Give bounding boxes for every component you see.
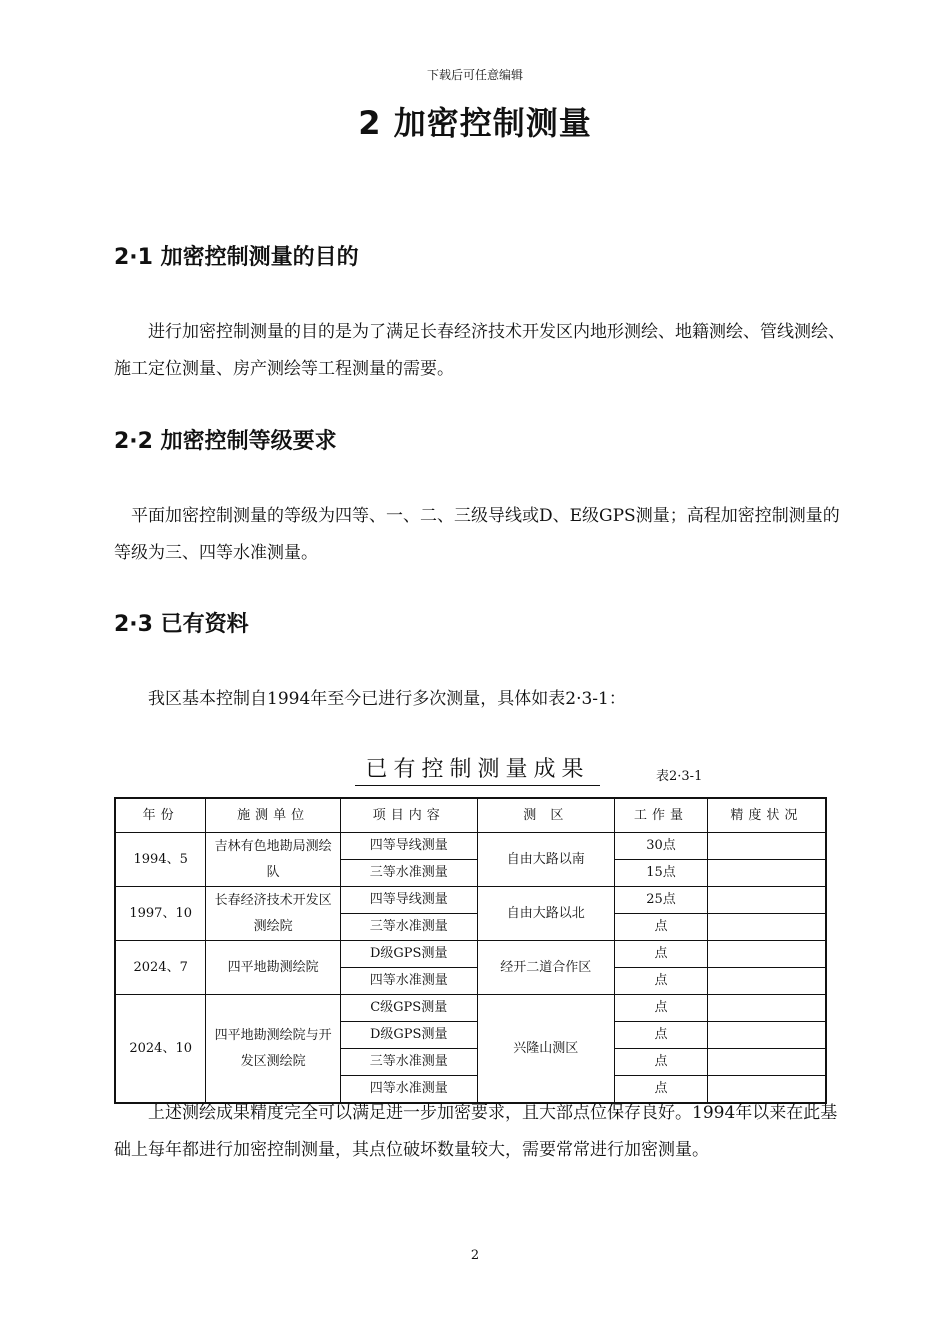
year-cell: 1994、5: [115, 833, 206, 887]
unit-cell: 长春经济技术开发区测绘院: [206, 887, 341, 941]
accuracy-cell: [707, 860, 826, 887]
accuracy-cell: [707, 914, 826, 941]
accuracy-cell: [707, 941, 826, 968]
item-cell: 四等导线测量: [340, 887, 477, 914]
table-row: [115, 941, 826, 968]
item-cell: 四等水准测量: [340, 968, 477, 995]
table-row: [115, 887, 826, 914]
item-cell: 三等水准测量: [340, 1049, 477, 1076]
accuracy-cell: [707, 887, 826, 914]
workload-cell: 点: [615, 914, 708, 941]
workload-cell: 点: [615, 941, 708, 968]
year-cell: 2024、10: [115, 995, 206, 1104]
area-cell: 自由大路以南: [477, 833, 615, 887]
table-header-row: [115, 798, 826, 833]
item-cell: D级GPS测量: [340, 1022, 477, 1049]
item-cell: 三等水准测量: [340, 914, 477, 941]
accuracy-cell: [707, 1022, 826, 1049]
page-number: 2: [470, 1248, 480, 1263]
workload-cell: 点: [615, 995, 708, 1022]
chapter-title: 2 加密控制测量: [358, 104, 592, 142]
table-row: [115, 833, 826, 860]
header-note: 下载后可任意编辑: [426, 68, 523, 82]
accuracy-cell: [707, 995, 826, 1022]
closing-paragraph: 上述测绘成果精度完全可以满足进一步加密要求，且大部点位保存良好。1994年以来在此基础上每年都进行加密控制测量，其点位破坏数量较大，需要常常进行加密测量。: [114, 1103, 838, 1160]
header-cell-unit: 施测单位: [206, 798, 341, 833]
table-title: 已有控制测量成果: [355, 755, 600, 786]
table-row: [115, 995, 826, 1022]
table-number: 表2·3-1: [656, 769, 703, 784]
accuracy-cell: [707, 968, 826, 995]
workload-cell: 点: [615, 1022, 708, 1049]
workload-cell: 30点: [615, 833, 708, 860]
year-cell: 1997、10: [115, 887, 206, 941]
workload-cell: 25点: [615, 887, 708, 914]
year-cell: 2024、7: [115, 941, 206, 995]
workload-cell: 点: [615, 1076, 708, 1104]
section-paragraph-2-2: 平面加密控制测量的等级为四等、一、二、三级导线或D、E级GPS测量；高程加密控制测量的等级为三、四等水准测量。: [114, 506, 840, 563]
header-cell-area: 测 区: [477, 798, 615, 833]
unit-cell: 吉林有色地勘局测绘队: [206, 833, 341, 887]
unit-cell: 四平地勘测绘院: [206, 941, 341, 995]
results-table: [114, 797, 827, 1104]
section-heading-2-1: 2·1 加密控制测量的目的: [114, 245, 359, 270]
unit-cell: 四平地勘测绘院与开发区测绘院: [206, 995, 341, 1104]
section-paragraph-2-3: 我区基本控制自1994年至今已进行多次测量，具体如表2·3-1：: [114, 689, 626, 709]
workload-cell: 点: [615, 968, 708, 995]
item-cell: 四等水准测量: [340, 1076, 477, 1104]
workload-cell: 点: [615, 1049, 708, 1076]
area-cell: 经开二道合作区: [477, 941, 615, 995]
header-cell-item: 项目内容: [340, 798, 477, 833]
section-heading-2-3: 2·3 已有资料: [114, 612, 249, 637]
section-heading-2-2: 2·2 加密控制等级要求: [114, 429, 337, 454]
header-cell-year: 年份: [115, 798, 206, 833]
workload-cell: 15点: [615, 860, 708, 887]
accuracy-cell: [707, 833, 826, 860]
area-cell: 自由大路以北: [477, 887, 615, 941]
item-cell: 四等导线测量: [340, 833, 477, 860]
header-cell-accuracy: 精度状况: [707, 798, 826, 833]
accuracy-cell: [707, 1049, 826, 1076]
area-cell: 兴隆山测区: [477, 995, 615, 1104]
item-cell: 三等水准测量: [340, 860, 477, 887]
item-cell: C级GPS测量: [340, 995, 477, 1022]
item-cell: D级GPS测量: [340, 941, 477, 968]
section-paragraph-2-1: 进行加密控制测量的目的是为了满足长春经济技术开发区内地形测绘、地籍测绘、管线测绘、施工定位测量、房产测绘等工程测量的需要。: [114, 322, 845, 379]
header-cell-workload: 工作量: [615, 798, 708, 833]
